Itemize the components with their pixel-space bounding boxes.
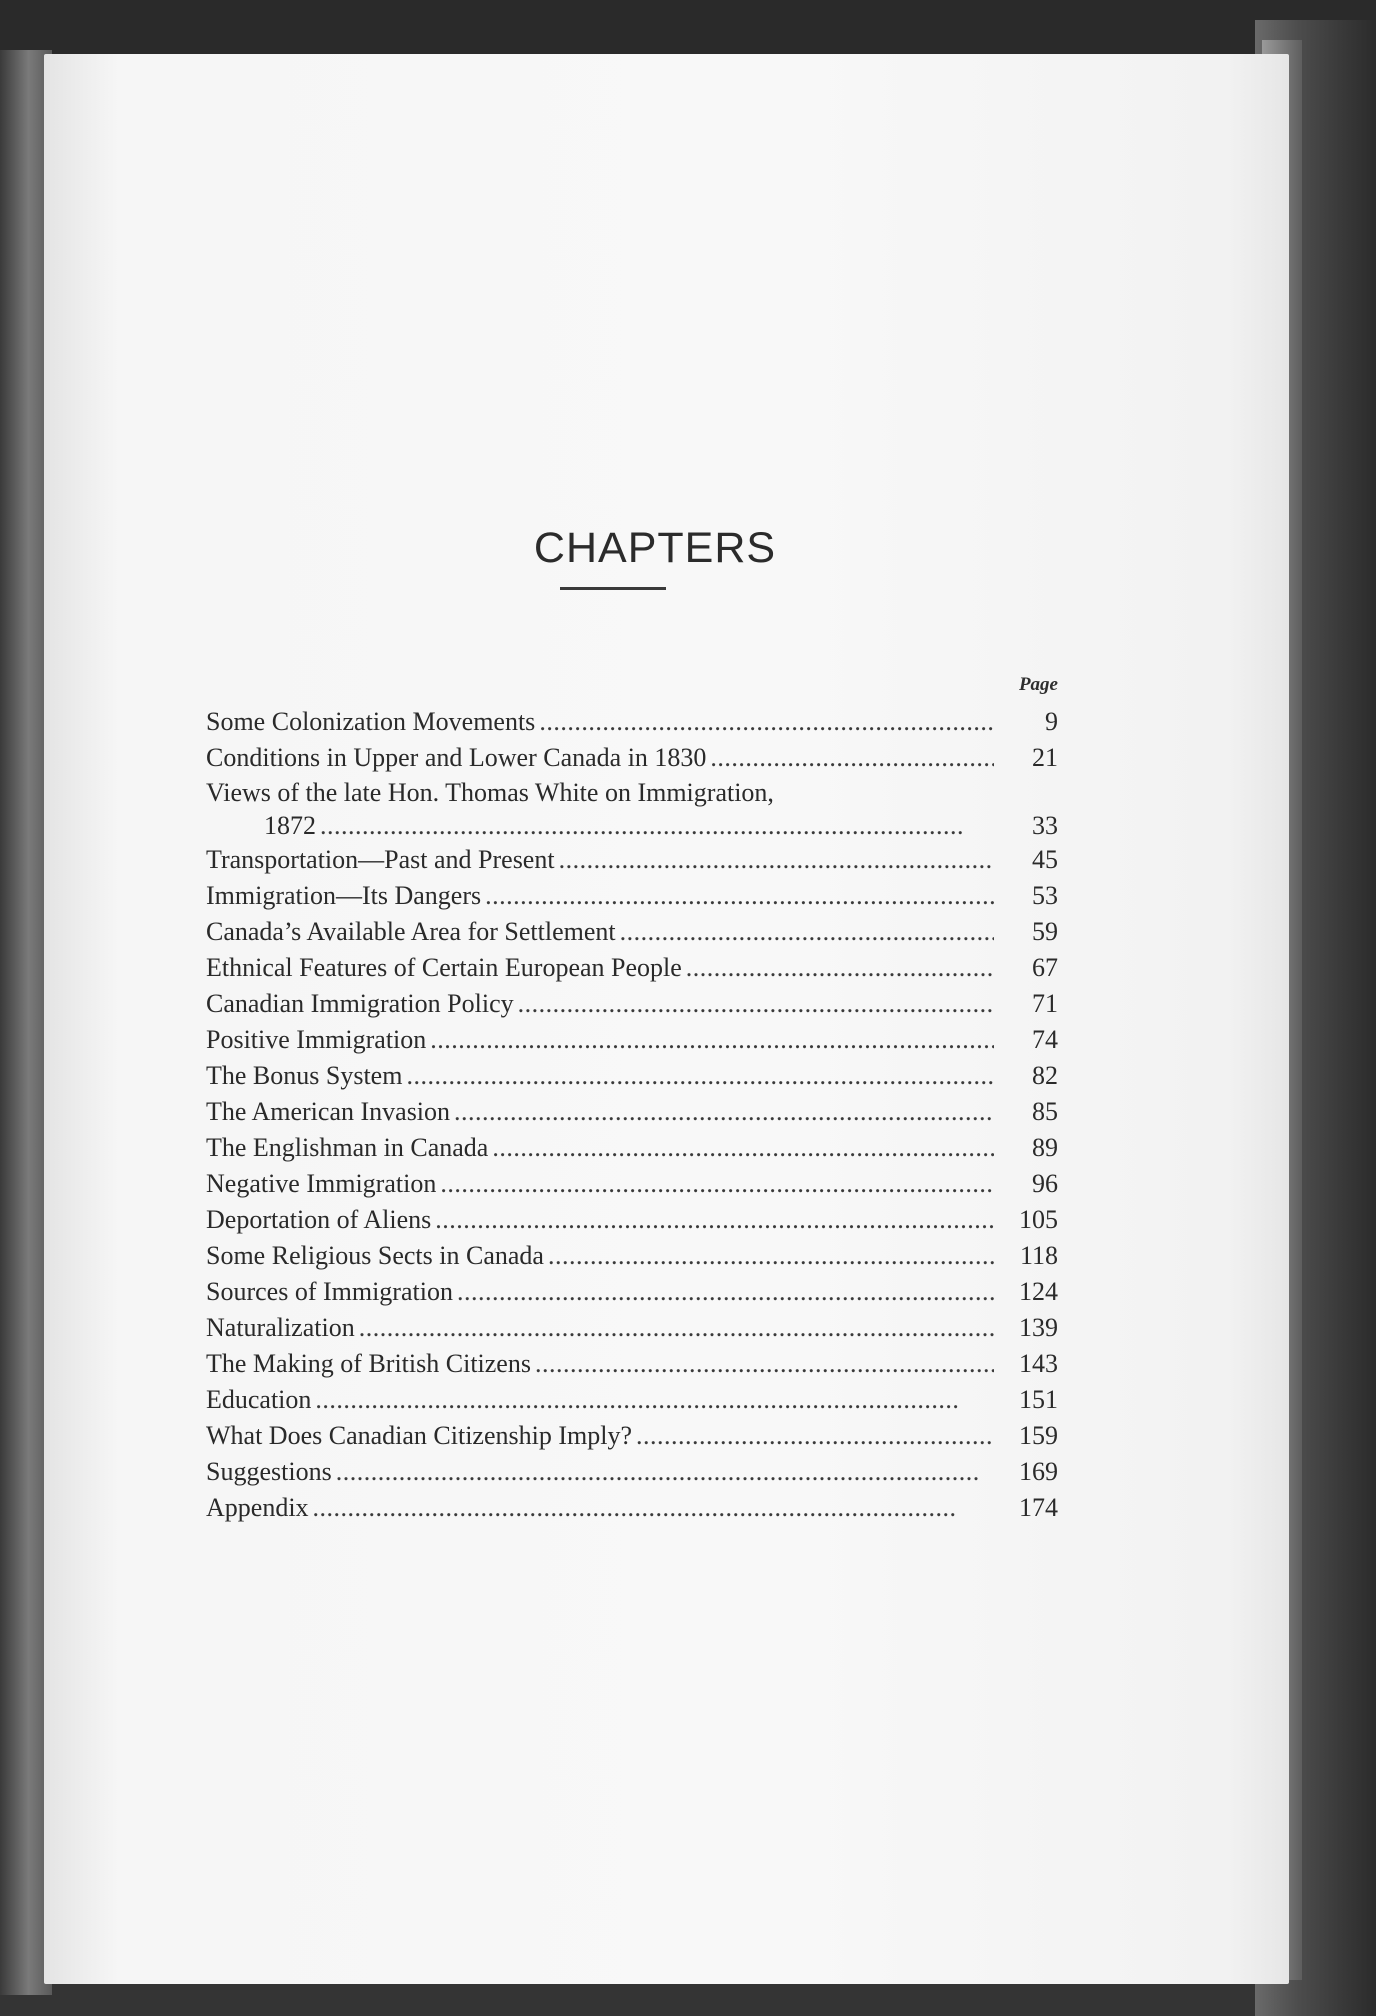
toc-title: Some Colonization Movements <box>206 707 536 736</box>
toc-title: The American Invasion <box>206 1097 451 1126</box>
toc-page-number: 159 <box>1019 1421 1058 1450</box>
toc-page-number: 59 <box>1032 917 1058 946</box>
toc-entry <box>206 1202 1058 1238</box>
toc-title: The Bonus System <box>206 1061 403 1090</box>
dot-leader <box>710 740 994 776</box>
dot-leader <box>559 842 994 878</box>
toc-entry <box>206 1022 1058 1058</box>
dot-leader <box>548 1238 994 1274</box>
toc-page-number: 85 <box>1032 1097 1058 1126</box>
toc-page-number: 9 <box>1045 707 1058 736</box>
dot-leader <box>336 1454 994 1490</box>
toc-title-continuation-line <box>206 809 1058 842</box>
toc-page-number: 21 <box>1032 743 1058 772</box>
toc-page-number: 67 <box>1032 953 1058 982</box>
toc-title: Sources of Immigration <box>206 1277 453 1306</box>
toc-title: Some Religious Sects in Canada <box>206 1241 544 1270</box>
toc-page-number: 74 <box>1032 1025 1058 1054</box>
toc-title: Ethnical Features of Certain European People <box>206 953 682 982</box>
dot-leader <box>518 986 994 1022</box>
toc-title: Appendix <box>206 1493 309 1522</box>
toc-entry <box>206 1238 1058 1274</box>
dot-leader <box>359 1310 994 1346</box>
toc-title: Suggestions <box>206 1457 332 1486</box>
dot-leader <box>686 950 994 986</box>
dot-leader <box>435 1202 994 1238</box>
toc-entry <box>206 914 1058 950</box>
page-heading: CHAPTERS <box>533 524 777 572</box>
toc-title: Negative Immigration <box>206 1169 437 1198</box>
toc-page-number: 89 <box>1032 1133 1058 1162</box>
toc-entry <box>206 740 1058 776</box>
dot-leader <box>315 1382 994 1418</box>
toc-title: Canadian Immigration Policy <box>206 989 514 1018</box>
dot-leader <box>406 1058 994 1094</box>
toc-entry <box>206 1418 1058 1454</box>
dot-leader <box>454 1094 994 1130</box>
toc-entry <box>206 986 1058 1022</box>
dot-leader <box>440 1166 994 1202</box>
table-of-contents <box>206 704 1058 1526</box>
dot-leader <box>620 914 994 950</box>
toc-page-number: 105 <box>1019 1205 1058 1234</box>
toc-title: Naturalization <box>206 1313 355 1342</box>
toc-page-number: 33 <box>1032 811 1058 840</box>
toc-entry <box>206 1382 1058 1418</box>
toc-entry <box>206 1346 1058 1382</box>
toc-page-number: 96 <box>1032 1169 1058 1198</box>
dot-leader <box>430 1022 994 1058</box>
toc-title: Immigration—Its Dangers <box>206 881 482 910</box>
toc-entry <box>206 1130 1058 1166</box>
page-column-label: Page <box>1018 674 1058 695</box>
heading-rule <box>560 587 666 590</box>
toc-title: Canada’s Available Area for Settlement <box>206 917 616 946</box>
dot-leader <box>535 1346 994 1382</box>
toc-page-number: 82 <box>1032 1061 1058 1090</box>
toc-page-number: 139 <box>1019 1313 1058 1342</box>
toc-entry <box>206 1454 1058 1490</box>
toc-entry <box>206 1310 1058 1346</box>
toc-title: What Does Canadian Citizenship Imply? <box>206 1421 633 1450</box>
toc-title-continued: 1872 <box>264 811 316 840</box>
toc-page-number: 118 <box>1019 1241 1058 1270</box>
toc-page-number: 143 <box>1019 1349 1058 1378</box>
toc-page-number: 45 <box>1032 845 1058 874</box>
book-page <box>44 54 1289 1984</box>
toc-entry <box>206 842 1058 878</box>
dot-leader <box>457 1274 994 1310</box>
dot-leader <box>539 704 994 740</box>
toc-title: Positive Immigration <box>206 1025 427 1054</box>
dot-leader <box>313 1490 994 1526</box>
toc-page-number: 169 <box>1019 1457 1058 1486</box>
dot-leader <box>320 809 994 842</box>
dot-leader <box>492 1130 994 1166</box>
toc-title: Conditions in Upper and Lower Canada in 1830 <box>206 743 707 772</box>
toc-title: Deportation of Aliens <box>206 1205 432 1234</box>
toc-page-number: 124 <box>1019 1277 1058 1306</box>
toc-entry <box>206 1058 1058 1094</box>
dot-leader <box>636 1418 994 1454</box>
toc-entry <box>206 704 1058 740</box>
toc-entry <box>206 776 1058 842</box>
dot-leader <box>485 878 994 914</box>
toc-title: The Englishman in Canada <box>206 1133 489 1162</box>
toc-title: Transportation—Past and Present <box>206 845 555 874</box>
toc-entry <box>206 878 1058 914</box>
toc-page-number: 53 <box>1032 881 1058 910</box>
toc-entry <box>206 950 1058 986</box>
toc-page-number: 174 <box>1019 1493 1058 1522</box>
toc-title: Education <box>206 1385 312 1414</box>
toc-title: Views of the late Hon. Thomas White on Immigration, <box>206 778 774 807</box>
toc-title: The Making of British Citizens <box>206 1349 531 1378</box>
toc-page-number: 151 <box>1019 1385 1058 1414</box>
toc-entry <box>206 1094 1058 1130</box>
toc-entry <box>206 1166 1058 1202</box>
toc-page-number: 71 <box>1032 989 1058 1018</box>
toc-entry <box>206 1490 1058 1526</box>
toc-entry <box>206 1274 1058 1310</box>
